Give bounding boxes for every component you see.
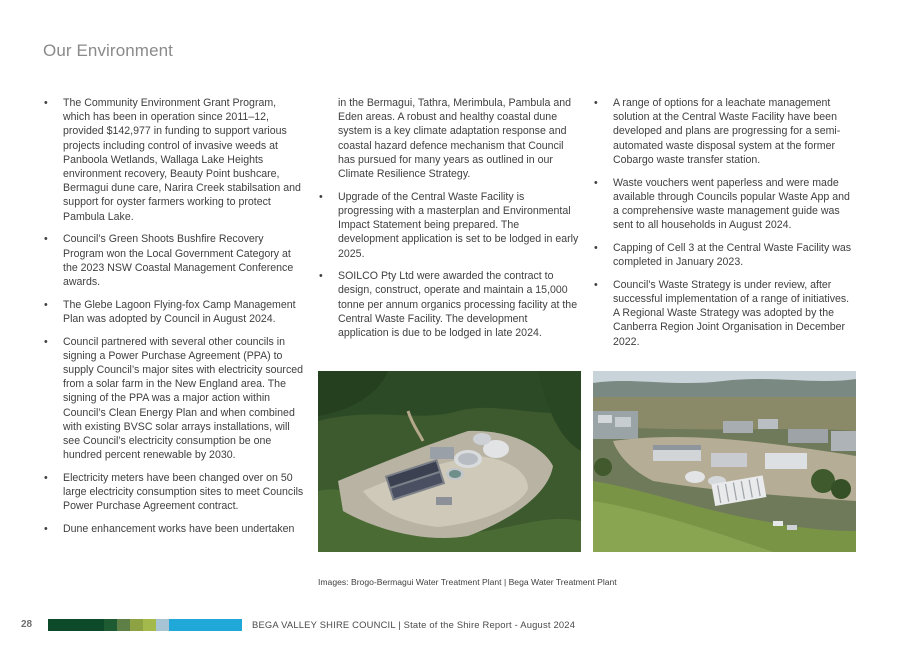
- list-item: • Council partnered with several other councils in signing a Power Purchase Agreement (PPA) to supply Council’s major sites with electricity sourced from a solar farm in the New England area. The signing of the PPA was a major action within Council’s Clean Energy Plan and when combined with existing BVSC solar arrays installations, will see Council’s electricity consumption be one hundred percent renewable by 2030.: [43, 335, 305, 463]
- color-swatch: [104, 619, 117, 631]
- list-item: • SOILCO Pty Ltd were awarded the contract to design, construct, operate and maintain a 15,000 tonne per annum organics processing facility at the Central Waste Facility. The development application is due to be lodged in late 2024.: [318, 269, 580, 340]
- bullet-list-2: [318, 190, 580, 341]
- color-swatch: [156, 619, 169, 631]
- color-swatch: [117, 619, 130, 631]
- color-swatch: [143, 619, 156, 631]
- list-item: • The Community Environment Grant Program, which has been in operation since 2011–12, provided $142,977 in funding to support various projects including control of invasive weeds at Panboola Wetlands, Wallaga Lake Heights environment recovery, Beauty Point bushcare, Bermagui dune care, Narira Creek stabilsation and support for oyster farmers working to protect Pambula Lake.: [43, 96, 305, 224]
- text-column-3: [593, 96, 855, 357]
- water-treatment-plant-photo-2: [593, 371, 856, 552]
- list-item: • Council's Waste Strategy is under review, after successful implementation of a range of initiatives. A Regional Waste Strategy was adopted by the Canberra Region Joint Organisation in December 2022.: [593, 278, 855, 349]
- list-item: • A range of options for a leachate management solution at the Central Waste Facility have been developed and plans are progressing for a semi-automated waste disposal system at the former Cobargo waste transfer station.: [593, 96, 855, 167]
- footer-color-bar: [48, 619, 242, 631]
- water-treatment-plant-photo-1: [318, 371, 581, 552]
- list-item: • The Glebe Lagoon Flying-fox Camp Management Plan was adopted by Council in August 2024.: [43, 298, 305, 326]
- list-item: • Upgrade of the Central Waste Facility is progressing with a masterplan and Environmental Impact Statement being prepared. The development application is set to be lodged in early 2025.: [318, 190, 580, 261]
- color-swatch: [169, 619, 242, 631]
- page-title: Our Environment: [43, 41, 173, 60]
- list-item: • Electricity meters have been changed over on 50 large electricity consumption sites to meet Councils Power Purchase Agreement contract.: [43, 471, 305, 514]
- continued-paragraph: in the Bermagui, Tathra, Merimbula, Pambula and Eden areas. A robust and healthy coastal dune system is a key climate adaptation response and coastal hazard defence mechanism that Council has pursued for many years as outlined in our Climate Resilience Strategy.: [338, 97, 571, 181]
- image-caption: Images: Brogo-Bermagui Water Treatment Plant | Bega Water Treatment Plant: [318, 577, 617, 587]
- bullet-list-3: [593, 96, 855, 349]
- color-swatch: [130, 619, 143, 631]
- page-number: 28: [21, 619, 33, 630]
- list-item: • Council’s Green Shoots Bushfire Recovery Program won the Local Government Category at the 2023 NSW Coastal Management Conference awards.: [43, 232, 305, 289]
- list-item: • Capping of Cell 3 at the Central Waste Facility was completed in January 2023.: [593, 241, 855, 269]
- text-column-1: [43, 96, 305, 545]
- bullet-list-1: [43, 96, 305, 536]
- list-item: • Waste vouchers went paperless and were made available through Councils popular Waste App and a comprehensive waste management guide was sent to all households in August 2024.: [593, 176, 855, 233]
- list-item: • Dune enhancement works have been undertaken: [43, 522, 305, 536]
- footer-text: BEGA VALLEY SHIRE COUNCIL | State of the Shire Report - August 2024: [252, 619, 576, 630]
- text-column-2: [318, 96, 580, 349]
- color-swatch: [48, 619, 104, 631]
